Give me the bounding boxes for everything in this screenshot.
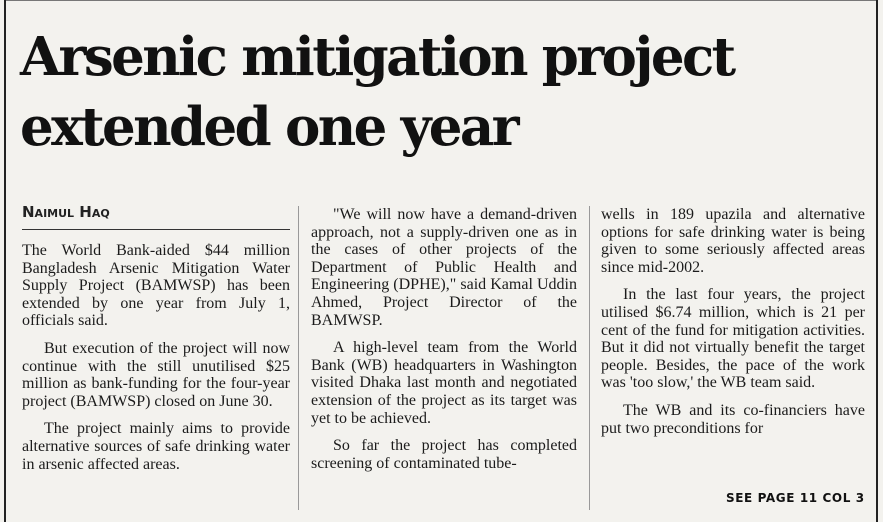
paragraph: The project mainly aims to provide alternative sources of safe drinking water in arsenic affected areas. [22, 420, 290, 473]
paragraph: But execution of the project will now continue with the still unutilised $25 million as bank-funding for the four-year project (BAMWSP) closed on June 30. [22, 339, 290, 410]
paragraph: A high-level team from the World Bank (WB) headquarters in Washington visited Dhaka last month and negotiated extension of the project as its target was yet to be achieved. [311, 339, 577, 427]
article-column-3 [601, 204, 865, 447]
top-border [4, 0, 878, 1]
paragraph: "We will now have a demand-driven approach, not a supply-driven one as in the cases of other projects of the Department of Public Health and Engineering (DPHE)," said Kamal Uddin Ahmed, Project Director of the BAMWSP. [311, 206, 577, 329]
column-divider [298, 206, 299, 510]
paragraph: The World Bank-aided $44 million Bangladesh Arsenic Mitigation Water Supply Project (BAMWSP) has been extended by one year from July 1, officials said. [22, 242, 290, 330]
paragraph: The WB and its co-financiers have put two preconditions for [601, 401, 865, 437]
left-border [4, 0, 6, 522]
column-divider [589, 206, 590, 510]
paragraph: So far the project has completed screening of contaminated tube- [311, 437, 577, 472]
right-border [876, 0, 878, 522]
article-column-2 [311, 204, 577, 482]
paragraph: wells in 189 upazila and alternative options for safe drinking water is being given to some seriously affected areas since mid-2002. [601, 206, 865, 276]
headline [20, 22, 870, 162]
headline-line-2: extended one year [20, 96, 517, 158]
paragraph: In the last four years, the project utilised $6.74 million, which is 21 per cent of the fund for mitigation activities. But it did not virtually benefit the target people. Besides, the pace of the work was 'too slow,' the WB team said. [601, 286, 865, 392]
continuation-jump-line: SEE PAGE 11 COL 3 [726, 491, 865, 505]
byline: Naimul Haq [22, 204, 290, 230]
article-column-1 [22, 204, 290, 483]
headline-line-1: Arsenic mitigation project [20, 26, 734, 88]
